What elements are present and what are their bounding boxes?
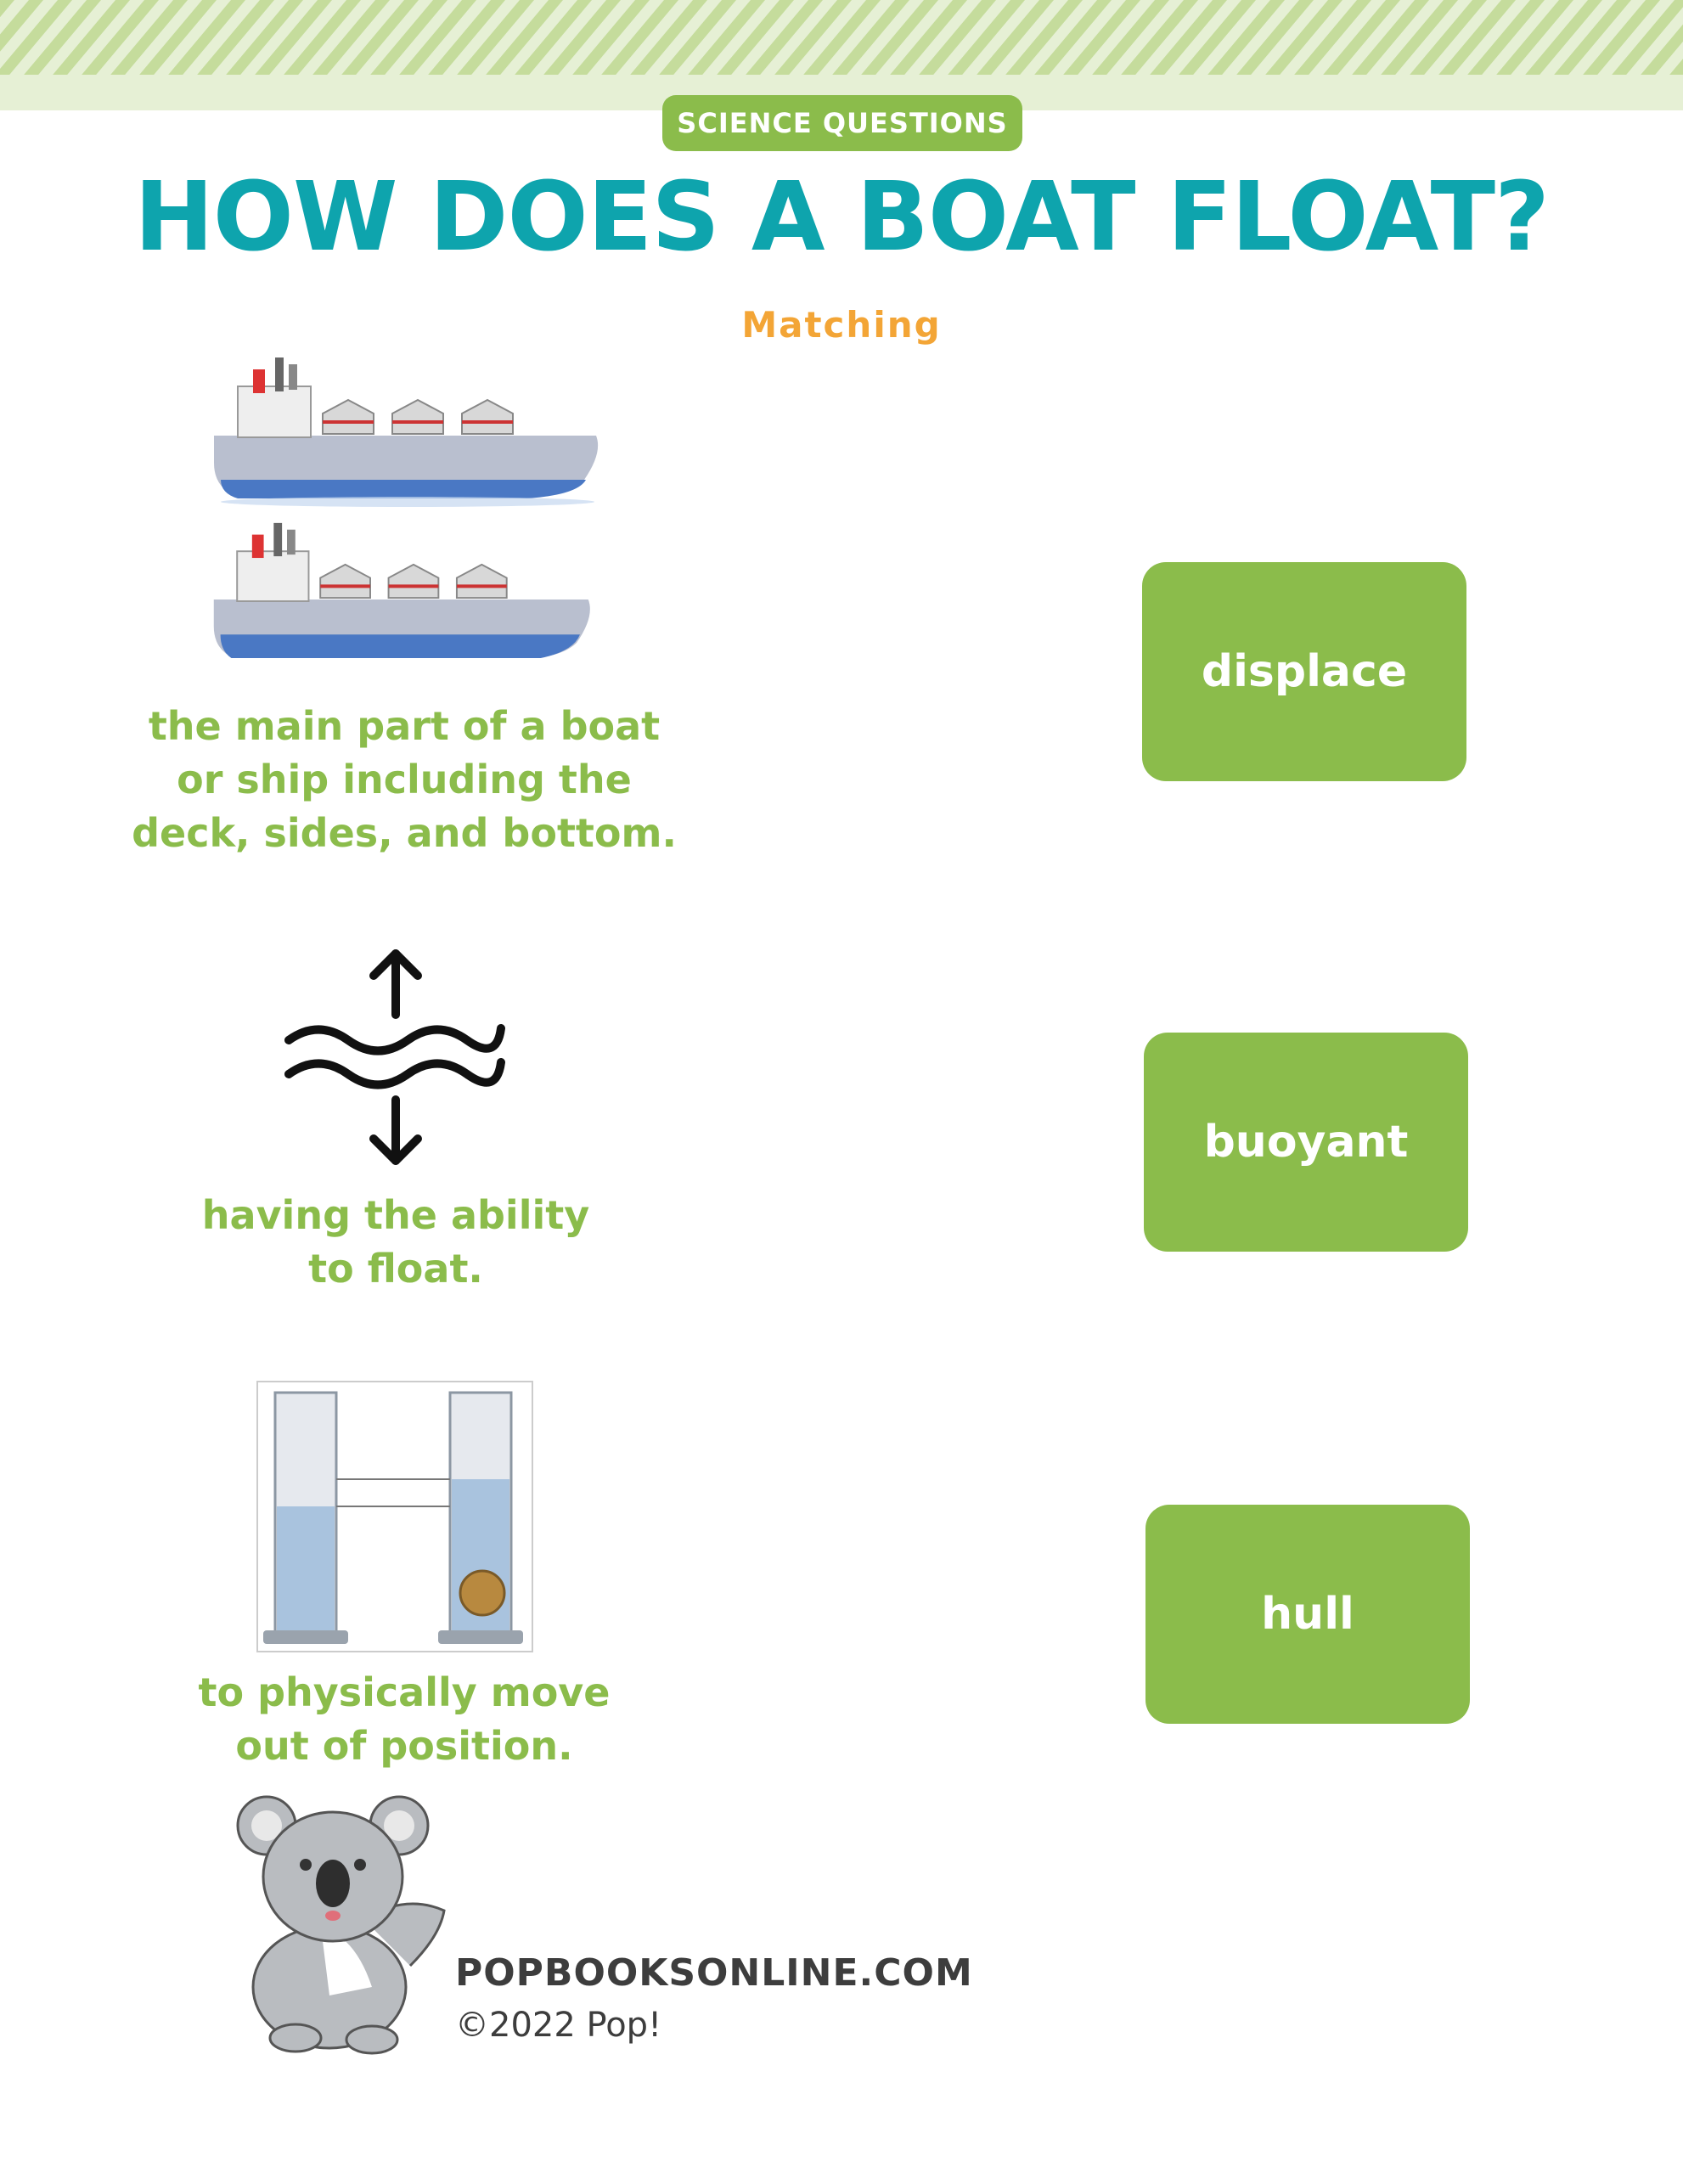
term-card-displace[interactable]: displace <box>1142 562 1466 781</box>
footer-site: POPBOOKSONLINE.COM <box>455 1951 973 1995</box>
definition-line: to float. <box>308 1246 483 1292</box>
definition-line: the main part of a boat <box>148 703 661 749</box>
graduated-cylinders <box>256 1381 533 1652</box>
term-card-buoyant[interactable]: buoyant <box>1144 1033 1468 1252</box>
cylinder-empty-water-icon <box>263 1393 348 1644</box>
footer-copyright: ©2022 Pop! <box>455 2006 662 2045</box>
float-wave-icon <box>280 947 509 1172</box>
definition-line: deck, sides, and bottom. <box>132 810 677 856</box>
term-card-hull[interactable]: hull <box>1145 1505 1470 1724</box>
ship-icon <box>214 357 598 507</box>
definition-line: having the ability <box>201 1192 590 1238</box>
ship-icon <box>214 523 590 658</box>
definition-line: or ship including the <box>177 757 632 802</box>
definition-3 <box>82 1666 727 1773</box>
stripe-pattern <box>0 0 1683 110</box>
wave-icon <box>289 1062 501 1085</box>
definition-line: out of position. <box>235 1723 573 1769</box>
ship-images <box>204 352 611 658</box>
cylinder-with-object-icon <box>438 1393 523 1644</box>
page-subtitle: Matching <box>741 304 942 346</box>
definition-2 <box>73 1189 718 1296</box>
top-stripe-band <box>0 0 1683 110</box>
wave-icon <box>289 1028 501 1051</box>
koala-mascot-icon <box>236 1792 457 2055</box>
page-title: HOW DOES A BOAT FLOAT? <box>134 162 1549 273</box>
definition-1 <box>82 700 727 860</box>
category-badge: SCIENCE QUESTIONS <box>662 95 1022 151</box>
definition-line: to physically move <box>198 1669 611 1715</box>
